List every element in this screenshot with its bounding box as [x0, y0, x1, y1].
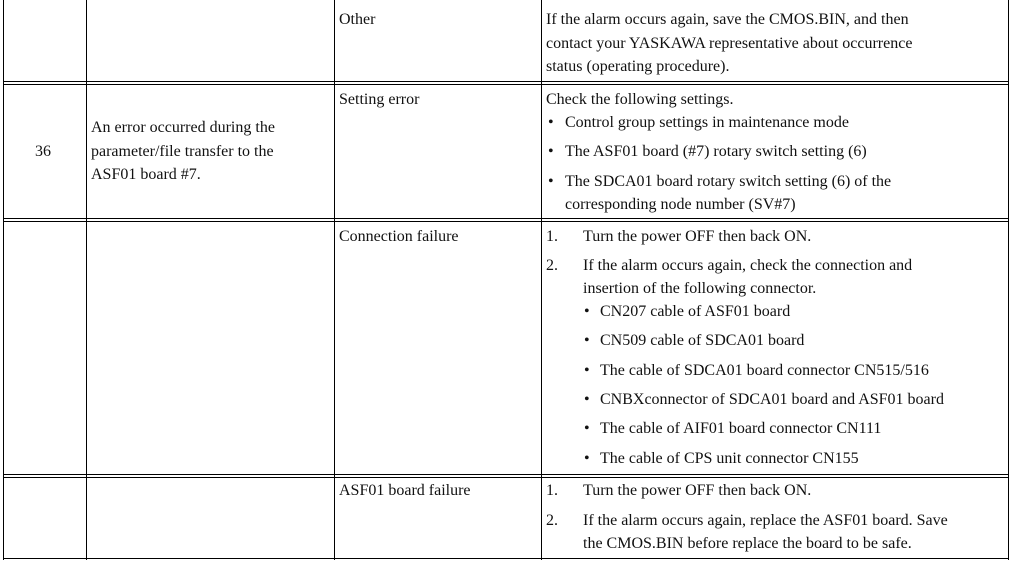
- remedy-line: If the alarm occurs again, save the CMOS.BIN, and then: [546, 11, 909, 28]
- row-divider: [3, 477, 1009, 478]
- connector-item: The cable of CPS unit connector CN155: [600, 450, 859, 467]
- row-divider: [3, 81, 1009, 82]
- connector-item: CNBXconnector of SDCA01 board and ASF01 board: [600, 391, 944, 408]
- remedy-line: status (operating procedure).: [546, 58, 730, 75]
- bullet-icon: •: [548, 173, 554, 190]
- remedy-step: insertion of the following connector.: [583, 280, 817, 297]
- bullet-icon: •: [548, 114, 554, 131]
- cause-cell: Connection failure: [339, 228, 459, 245]
- row-divider: [3, 218, 1009, 219]
- alarm-number: 36: [35, 143, 51, 160]
- connector-item: CN509 cable of SDCA01 board: [600, 332, 805, 349]
- step-number: 2.: [546, 257, 558, 274]
- remedy-intro: Check the following settings.: [546, 91, 734, 108]
- connector-item: CN207 cable of ASF01 board: [600, 303, 791, 320]
- row-divider: [3, 221, 1009, 222]
- description-line: ASF01 board #7.: [91, 166, 201, 183]
- remedy-step: If the alarm occurs again, replace the ASF01 board. Save: [583, 512, 948, 529]
- row-divider: [3, 474, 1009, 475]
- remedy-step: Turn the power OFF then back ON.: [583, 482, 812, 499]
- remedy-line: contact your YASKAWA representative about occurrence: [546, 35, 913, 52]
- remedy-bullet: Control group settings in maintenance mode: [565, 114, 849, 131]
- bullet-icon: •: [584, 450, 590, 467]
- description-line: parameter/file transfer to the: [91, 143, 274, 160]
- bullet-icon: •: [548, 143, 554, 160]
- bullet-icon: •: [584, 391, 590, 408]
- remedy-step: the CMOS.BIN before replace the board to be safe.: [583, 535, 912, 552]
- cause-cell: Other: [339, 11, 376, 28]
- description-line: An error occurred during the: [91, 119, 275, 136]
- cause-cell: ASF01 board failure: [339, 482, 471, 499]
- bullet-icon: •: [584, 332, 590, 349]
- bullet-icon: •: [584, 420, 590, 437]
- connector-item: The cable of SDCA01 board connector CN515/516: [600, 362, 929, 379]
- bullet-icon: •: [584, 303, 590, 320]
- step-number: 1.: [546, 228, 558, 245]
- connector-item: The cable of AIF01 board connector CN111: [600, 420, 882, 437]
- remedy-step: Turn the power OFF then back ON.: [583, 228, 812, 245]
- remedy-bullet: corresponding node number (SV#7): [565, 196, 796, 213]
- step-number: 1.: [546, 482, 558, 499]
- step-number: 2.: [546, 512, 558, 529]
- cause-cell: Setting error: [339, 91, 420, 108]
- remedy-bullet: The SDCA01 board rotary switch setting (6) of the: [565, 173, 892, 190]
- table-border-bottom: [3, 558, 1009, 559]
- bullet-icon: •: [584, 362, 590, 379]
- remedy-step: If the alarm occurs again, check the connection and: [583, 257, 913, 274]
- remedy-bullet: The ASF01 board (#7) rotary switch setting (6): [565, 143, 867, 160]
- row-divider: [3, 84, 1009, 85]
